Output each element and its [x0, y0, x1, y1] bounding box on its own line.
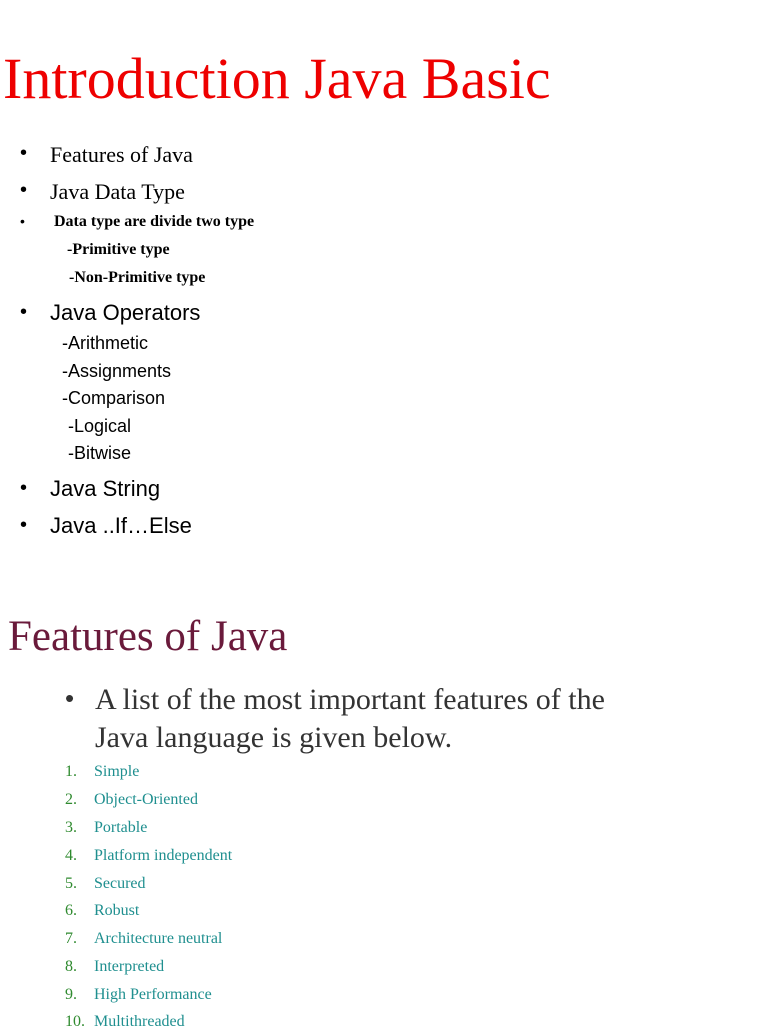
feature-label: Multithreaded: [94, 1013, 185, 1030]
bullet-dot: •: [20, 142, 28, 164]
bullet-java-if-else: Java ..If…Else: [50, 513, 192, 538]
slide-title: Features of Java: [8, 613, 288, 660]
operator-comparison: -Comparison: [62, 388, 166, 408]
bullet-java-data-type: Java Data Type: [50, 179, 185, 204]
feature-number: 5.: [65, 875, 77, 892]
feature-number: 2.: [65, 791, 77, 808]
feature-number: 6.: [65, 902, 77, 919]
feature-number: 9.: [65, 986, 77, 1003]
bullet-dot: •: [20, 477, 28, 499]
features-intro-line1: A list of the most important features of the: [95, 683, 605, 716]
feature-number: 4.: [65, 847, 77, 864]
feature-label: High Performance: [94, 986, 212, 1003]
sub-primitive-type: -Primitive type: [67, 241, 170, 258]
feature-label: Platform independent: [94, 847, 233, 864]
feature-label: Object-Oriented: [94, 791, 198, 808]
operator-arithmetic: -Arithmetic: [62, 333, 149, 353]
feature-number: 1.: [65, 763, 77, 780]
bullet-dot: •: [20, 514, 28, 536]
operator-bitwise: -Bitwise: [68, 443, 132, 463]
feature-number: 10.: [65, 1013, 85, 1030]
feature-number: 3.: [65, 819, 77, 836]
feature-label: Simple: [94, 763, 140, 780]
sub-non-primitive-type: -Non-Primitive type: [69, 269, 206, 286]
bullet-dot: •: [20, 179, 28, 201]
features-intro-line2: Java language is given below.: [95, 721, 453, 754]
feature-number: 7.: [65, 930, 77, 947]
bullet-dot: •: [20, 301, 28, 323]
bullet-dot: •: [65, 683, 75, 713]
operator-assignments: -Assignments: [62, 361, 172, 381]
bullet-java-string: Java String: [50, 476, 161, 501]
feature-label: Robust: [94, 902, 140, 919]
slide-title: Introduction Java Basic: [3, 46, 551, 111]
operator-logical: -Logical: [68, 416, 132, 436]
bullet-data-type-divide: Data type are divide two type: [54, 213, 255, 230]
feature-label: Secured: [94, 875, 146, 892]
feature-number: 8.: [65, 958, 77, 975]
bullet-features-of-java: Features of Java: [50, 142, 193, 167]
feature-label: Architecture neutral: [94, 930, 223, 947]
feature-label: Portable: [94, 819, 148, 836]
bullet-java-operators: Java Operators: [50, 300, 201, 325]
feature-label: Interpreted: [94, 958, 165, 975]
bullet-dot: •: [20, 213, 25, 229]
